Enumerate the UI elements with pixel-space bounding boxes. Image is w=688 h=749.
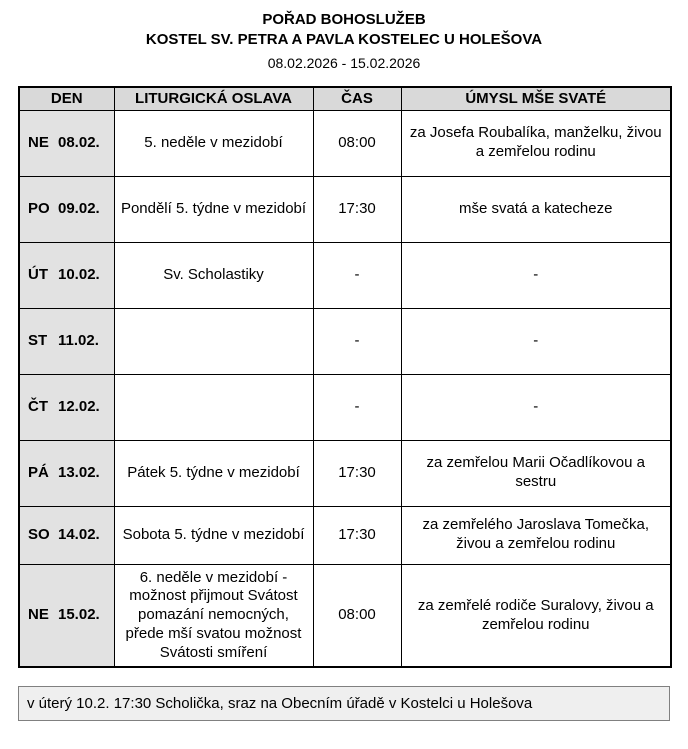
intention-cell: za zemřelé rodiče Suralovy, živou a zemřelou rodinu bbox=[401, 564, 671, 667]
time-cell: - bbox=[313, 242, 401, 308]
column-header-umysl: ÚMYSL MŠE SVATÉ bbox=[401, 87, 671, 110]
day-abbr: PO bbox=[28, 199, 50, 217]
time-cell: - bbox=[313, 374, 401, 440]
day-cell bbox=[19, 308, 114, 374]
celebration-cell: Sv. Scholastiky bbox=[114, 242, 313, 308]
day-date: 12.02. bbox=[58, 397, 100, 415]
celebration-cell bbox=[114, 308, 313, 374]
day-cell bbox=[19, 176, 114, 242]
table-row bbox=[19, 110, 671, 176]
table-row bbox=[19, 242, 671, 308]
table-row bbox=[19, 440, 671, 506]
day-abbr: NE bbox=[28, 133, 49, 151]
celebration-cell: Pondělí 5. týdne v mezidobí bbox=[114, 176, 313, 242]
day-abbr: NE bbox=[28, 606, 49, 624]
table-row bbox=[19, 176, 671, 242]
celebration-cell: 6. neděle v mezidobí - možnost přijmout Svátost pomazání nemocných, přede mší svatou možnost Svátosti smíření bbox=[114, 564, 313, 667]
time-cell: 08:00 bbox=[313, 564, 401, 667]
table-row bbox=[19, 506, 671, 564]
title-block bbox=[18, 10, 670, 72]
date-range: 08.02.2026 - 15.02.2026 bbox=[267, 55, 421, 71]
schedule-table bbox=[18, 86, 672, 668]
table-header-row bbox=[19, 87, 671, 110]
column-header-den: DEN bbox=[19, 87, 114, 110]
day-date: 15.02. bbox=[58, 606, 100, 624]
time-cell: - bbox=[313, 308, 401, 374]
time-cell: 17:30 bbox=[313, 440, 401, 506]
church-name: KOSTEL SV. PETRA A PAVLA KOSTELEC U HOLEŠOVA bbox=[145, 30, 543, 48]
day-abbr: ČT bbox=[28, 397, 48, 415]
day-abbr: ÚT bbox=[28, 265, 48, 283]
day-cell bbox=[19, 374, 114, 440]
day-cell bbox=[19, 110, 114, 176]
intention-cell: za zemřelého Jaroslava Tomečka, živou a zemřelou rodinu bbox=[401, 506, 671, 564]
intention-cell: za zemřelou Marii Očadlíkovou a sestru bbox=[401, 440, 671, 506]
time-cell: 17:30 bbox=[313, 176, 401, 242]
day-cell bbox=[19, 242, 114, 308]
column-header-liturgicka-oslava: LITURGICKÁ OSLAVA bbox=[114, 87, 313, 110]
day-date: 14.02. bbox=[58, 525, 100, 543]
table-row bbox=[19, 564, 671, 667]
column-header-cas: ČAS bbox=[313, 87, 401, 110]
day-date: 08.02. bbox=[58, 133, 100, 151]
intention-cell: za Josefa Roubalíka, manželku, živou a zemřelou rodinu bbox=[401, 110, 671, 176]
day-date: 13.02. bbox=[58, 463, 100, 481]
table-row bbox=[19, 374, 671, 440]
day-cell bbox=[19, 506, 114, 564]
time-cell: 08:00 bbox=[313, 110, 401, 176]
intention-cell: mše svatá a katecheze bbox=[401, 176, 671, 242]
day-cell bbox=[19, 564, 114, 667]
day-abbr: ST bbox=[28, 331, 48, 349]
day-abbr: SO bbox=[28, 525, 50, 543]
table-row bbox=[19, 308, 671, 374]
page-title: POŘAD BOHOSLUŽEB bbox=[262, 11, 426, 28]
celebration-cell: 5. neděle v mezidobí bbox=[114, 110, 313, 176]
celebration-cell: Sobota 5. týdne v mezidobí bbox=[114, 506, 313, 564]
intention-cell: - bbox=[401, 242, 671, 308]
intention-cell: - bbox=[401, 308, 671, 374]
day-abbr: PÁ bbox=[28, 463, 49, 481]
day-date: 09.02. bbox=[58, 199, 100, 217]
day-date: 10.02. bbox=[58, 265, 100, 283]
day-cell bbox=[19, 440, 114, 506]
day-date: 11.02. bbox=[58, 331, 99, 349]
celebration-cell bbox=[114, 374, 313, 440]
intention-cell: - bbox=[401, 374, 671, 440]
celebration-cell: Pátek 5. týdne v mezidobí bbox=[114, 440, 313, 506]
footer-note: v úterý 10.2. 17:30 Scholička, sraz na Obecním úřadě v Kostelci u Holešova bbox=[18, 686, 670, 721]
time-cell: 17:30 bbox=[313, 506, 401, 564]
